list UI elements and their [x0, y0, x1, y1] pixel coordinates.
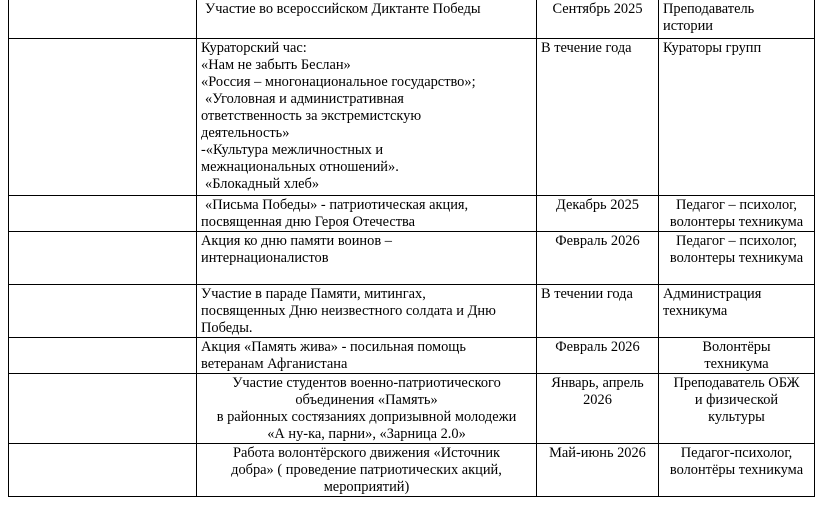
responsible-cell — [659, 196, 815, 232]
event-line: «Письма Победы» - патриотическая акция, — [205, 197, 469, 213]
event-line: Работа волонтёрского движения «Источник — [232, 445, 501, 461]
responsible-cell — [659, 444, 815, 497]
event-line: добра» ( проведение патриотических акций, — [231, 462, 502, 478]
event-line: Участие в параде Памяти, митингах, — [201, 286, 426, 302]
responsible-cell — [659, 232, 815, 285]
responsible-line: Преподаватель ОБЖ — [673, 375, 800, 391]
table-row — [9, 338, 815, 374]
date-cell — [537, 0, 659, 39]
row-number-cell — [9, 444, 197, 497]
responsible-line: культуры — [708, 409, 765, 425]
event-line: объединения «Память» — [295, 392, 438, 408]
table-row — [9, 374, 815, 444]
event-line: Участие во всероссийском Диктанте Победы — [205, 1, 481, 17]
event-cell — [197, 232, 537, 285]
event-line: -«Культура межличностных и — [201, 142, 384, 158]
responsible-line: Администрация — [663, 286, 762, 302]
date-cell — [537, 338, 659, 374]
responsible-line: Педагог – психолог, — [675, 197, 798, 213]
responsible-line: волонтёры техникума — [669, 462, 804, 478]
responsible-cell — [659, 374, 815, 444]
date-cell — [537, 39, 659, 196]
event-line: «Россия – многонациональное государство»; — [201, 74, 476, 90]
table-row — [9, 232, 815, 285]
event-line: Участие студентов военно-патриотического — [232, 375, 501, 391]
event-cell — [197, 196, 537, 232]
date-cell — [537, 196, 659, 232]
date-line: Май-июнь 2026 — [549, 445, 646, 461]
events-plan-table — [8, 0, 815, 497]
date-cell — [537, 444, 659, 497]
table-row — [9, 444, 815, 497]
responsible-line: Кураторы групп — [663, 40, 762, 56]
responsible-cell — [659, 0, 815, 39]
date-cell — [537, 285, 659, 338]
responsible-cell — [659, 338, 815, 374]
event-line: в районных состязаниях допризывной молодежи — [216, 409, 517, 425]
date-line: Февраль 2026 — [555, 233, 640, 249]
event-line: Кураторский час: — [201, 40, 307, 56]
event-line: мероприятий) — [323, 479, 410, 495]
responsible-cell — [659, 285, 815, 338]
event-line: «Блокадный хлеб» — [205, 176, 320, 192]
table-row — [9, 39, 815, 196]
responsible-line: волонтеры техникума — [669, 250, 804, 266]
event-line: Акция ко дню памяти воинов – — [201, 233, 392, 249]
date-cell — [537, 374, 659, 444]
date-line: Январь, апрель — [551, 375, 644, 391]
event-line: посвященных Дню неизвестного солдата и Дню — [201, 303, 496, 319]
responsible-line: Волонтёры — [702, 339, 771, 355]
event-cell — [197, 0, 537, 39]
table-row — [9, 196, 815, 232]
responsible-line: волонтеры техникума — [669, 214, 804, 230]
responsible-line: техникума — [704, 356, 769, 372]
event-line: «А ну-ка, парни», «Зарница 2.0» — [267, 426, 466, 442]
responsible-line: Преподаватель — [663, 1, 755, 17]
date-line: 2026 — [583, 392, 612, 408]
row-number-cell — [9, 374, 197, 444]
event-line: деятельность» — [201, 125, 290, 141]
table-row — [9, 285, 815, 338]
event-line: интернационалистов — [201, 250, 329, 266]
event-line: посвященная дню Героя Отечества — [201, 214, 416, 230]
event-cell — [197, 444, 537, 497]
event-cell — [197, 374, 537, 444]
row-number-cell — [9, 0, 197, 39]
event-cell — [197, 39, 537, 196]
date-line: Февраль 2026 — [555, 339, 640, 355]
row-number-cell — [9, 232, 197, 285]
date-line: Сентябрь 2025 — [552, 1, 643, 17]
event-cell — [197, 285, 537, 338]
event-line: Победы. — [201, 320, 253, 336]
event-cell — [197, 338, 537, 374]
responsible-line: истории — [663, 18, 713, 34]
event-line: «Уголовная и административная — [205, 91, 404, 107]
event-line: «Нам не забыть Беслан» — [201, 57, 351, 73]
date-cell — [537, 232, 659, 285]
responsible-line: техникума — [663, 303, 728, 319]
date-line: В течении года — [541, 286, 633, 302]
event-line: Акция «Память жива» - посильная помощь — [201, 339, 466, 355]
event-line: межнациональных отношений». — [201, 159, 399, 175]
responsible-line: Педагог – психолог, — [675, 233, 798, 249]
responsible-cell — [659, 39, 815, 196]
event-line: ветеранам Афганистана — [201, 356, 348, 372]
row-number-cell — [9, 338, 197, 374]
date-line: Декабрь 2025 — [556, 197, 639, 213]
row-number-cell — [9, 39, 197, 196]
table-row — [9, 0, 815, 39]
row-number-cell — [9, 285, 197, 338]
responsible-line: Педагог-психолог, — [680, 445, 793, 461]
responsible-line: и физической — [694, 392, 779, 408]
row-number-cell — [9, 196, 197, 232]
date-line: В течение года — [541, 40, 632, 56]
event-line: ответственность за экстремистскую — [201, 108, 422, 124]
